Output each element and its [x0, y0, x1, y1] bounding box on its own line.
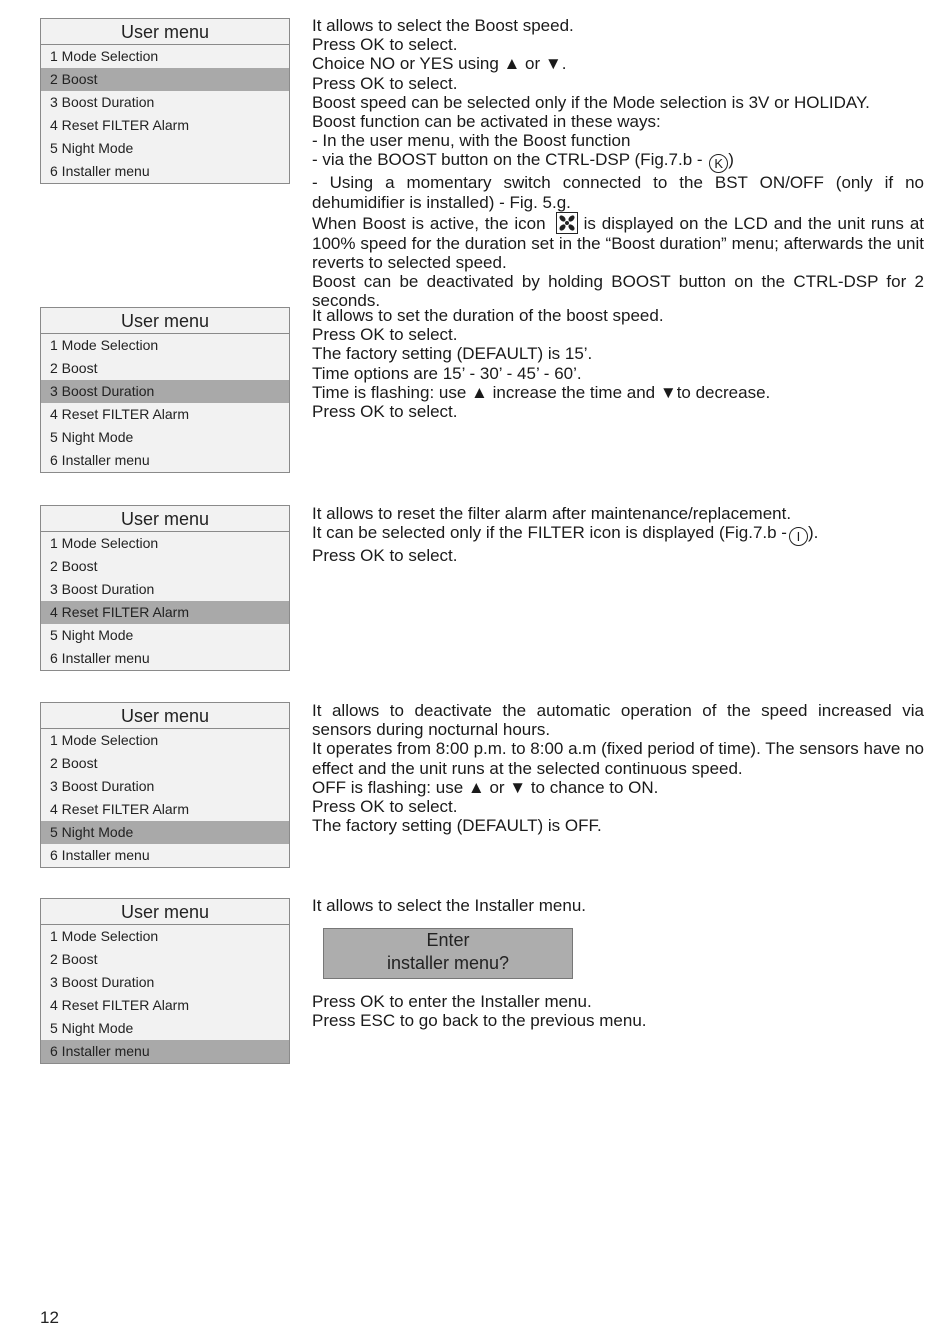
menu-item-reset-filter-alarm[interactable]: 4 Reset FILTER Alarm — [50, 117, 190, 133]
circle-i-icon: I — [789, 527, 808, 546]
boost-text-3 — [312, 54, 924, 73]
boost-text-4: Press OK to select. — [312, 73, 458, 93]
boost-text-1: It allows to select the Boost speed. — [312, 16, 574, 35]
boost-description — [312, 16, 924, 311]
dialog-line-1: Enter — [426, 930, 470, 950]
user-menu-reset-filter — [40, 505, 290, 671]
duration-text-5 — [312, 383, 924, 402]
duration-description — [312, 306, 924, 421]
boost-text-10a: When Boost is active, the icon — [312, 213, 546, 233]
menu-item-boost[interactable]: 2 Boost — [50, 951, 98, 967]
menu-title: User menu — [41, 19, 289, 45]
boost-text-8b: ) — [728, 150, 734, 170]
boost-text-10 — [312, 212, 924, 272]
menu-item-boost-duration[interactable]: 3 Boost Duration — [50, 974, 155, 990]
night-text-5: The factory setting (DEFAULT) is OFF. — [312, 816, 602, 836]
duration-text-5b: increase the time and — [487, 382, 660, 402]
boost-text-7: - In the user menu, with the Boost function — [312, 131, 631, 151]
menu-item-installer-menu[interactable]: 6 Installer menu — [50, 163, 150, 179]
boost-text-2: Press OK to select. — [312, 35, 458, 55]
menu-item-reset-filter-alarm[interactable]: 4 Reset FILTER Alarm — [50, 997, 190, 1013]
filter-text-1: It allows to reset the filter alarm after maintenance/replacement. — [312, 504, 792, 523]
menu-item-installer-menu[interactable]: 6 Installer menu — [50, 847, 150, 863]
up-arrow-icon: ▲ — [467, 777, 485, 797]
boost-text-9: - Using a momentary switch connected to the BST ON/OFF (only if no dehumidifier is installed) - Fig. 5.g. — [312, 173, 924, 212]
up-arrow-icon: ▲ — [471, 382, 488, 402]
boost-text-3c: . — [561, 54, 567, 74]
user-menu-boost — [40, 18, 290, 184]
dialog-line-2: installer menu? — [386, 953, 510, 973]
page-number: 12 — [40, 1308, 59, 1327]
duration-text-2: Press OK to select. — [312, 325, 458, 345]
menu-item-boost[interactable]: 2 Boost — [50, 558, 98, 574]
menu-item-boost-duration[interactable]: 3 Boost Duration — [50, 581, 155, 597]
filter-text-3: Press OK to select. — [312, 546, 458, 566]
menu-title: User menu — [41, 703, 289, 729]
filter-text-2a: It can be selected only if the FILTER icon is displayed (Fig.7.b - — [312, 523, 787, 543]
filter-description — [312, 504, 924, 565]
installer-description — [312, 896, 924, 915]
menu-item-reset-filter-alarm[interactable]: 4 Reset FILTER Alarm — [41, 601, 289, 624]
boost-text-10b: is displayed on the LCD and the unit runs at 100% speed for the duration set in the “Boost duration” menu; afterwards the unit reverts to selected speed. — [312, 213, 924, 273]
menu-item-night-mode[interactable]: 5 Night Mode — [50, 140, 134, 156]
night-text-3b: or — [484, 777, 510, 797]
duration-text-4: Time options are 15’ - 30’ - 45’ - 60’. — [312, 363, 582, 383]
menu-item-installer-menu[interactable]: 6 Installer menu — [41, 1040, 289, 1063]
menu-item-mode-selection[interactable]: 1 Mode Selection — [50, 732, 159, 748]
boost-text-3a: Choice NO or YES using — [312, 54, 504, 74]
night-text-3c: to chance to ON. — [526, 777, 659, 797]
menu-item-night-mode[interactable]: 5 Night Mode — [50, 627, 134, 643]
menu-item-reset-filter-alarm[interactable]: 4 Reset FILTER Alarm — [50, 406, 190, 422]
filter-text-2 — [312, 523, 924, 546]
night-text-3a: OFF is flashing: use — [312, 777, 468, 797]
boost-text-5: Boost speed can be selected only if the Mode selection is 3V or HOLIDAY. — [312, 92, 870, 112]
menu-item-boost-duration[interactable]: 3 Boost Duration — [50, 94, 155, 110]
up-arrow-icon: ▲ — [503, 54, 521, 74]
enter-installer-dialog[interactable] — [323, 928, 573, 979]
menu-item-boost-duration[interactable]: 3 Boost Duration — [41, 380, 289, 403]
menu-item-mode-selection[interactable]: 1 Mode Selection — [50, 928, 159, 944]
menu-item-installer-menu[interactable]: 6 Installer menu — [50, 452, 150, 468]
down-arrow-icon: ▼ — [509, 777, 527, 797]
menu-title: User menu — [41, 308, 289, 334]
night-text-1: It allows to deactivate the automatic operation of the speed increased via sensors during nocturnal hours. — [312, 701, 924, 740]
filter-text-2b: ). — [807, 523, 819, 543]
user-menu-night-mode — [40, 702, 290, 868]
duration-text-5a: Time is flashing: use — [312, 382, 472, 402]
user-menu-installer — [40, 898, 290, 1064]
menu-title: User menu — [41, 506, 289, 532]
menu-item-mode-selection[interactable]: 1 Mode Selection — [50, 337, 159, 353]
menu-item-boost[interactable]: 2 Boost — [50, 360, 98, 376]
installer-text-3: Press ESC to go back to the previous menu. — [312, 1011, 647, 1031]
installer-text-2: Press OK to enter the Installer menu. — [312, 992, 592, 1011]
night-text-3 — [312, 778, 924, 797]
installer-text-1: It allows to select the Installer menu. — [312, 896, 587, 915]
menu-item-mode-selection[interactable]: 1 Mode Selection — [50, 535, 159, 551]
night-description — [312, 701, 924, 835]
fan-icon — [556, 212, 578, 234]
menu-title: User menu — [41, 899, 289, 925]
menu-item-reset-filter-alarm[interactable]: 4 Reset FILTER Alarm — [50, 801, 190, 817]
duration-text-1: It allows to set the duration of the boost speed. — [312, 306, 664, 325]
installer-instructions — [312, 992, 924, 1030]
night-text-4: Press OK to select. — [312, 797, 458, 817]
menu-item-night-mode[interactable]: 5 Night Mode — [50, 429, 134, 445]
duration-text-6: Press OK to select. — [312, 402, 458, 422]
menu-item-mode-selection[interactable]: 1 Mode Selection — [50, 48, 159, 64]
boost-text-8a: - via the BOOST button on the CTRL-DSP (Fig.7.b - — [312, 150, 708, 170]
duration-text-5c: to decrease. — [676, 382, 771, 402]
menu-item-night-mode[interactable]: 5 Night Mode — [50, 1020, 134, 1036]
menu-item-night-mode[interactable]: 5 Night Mode — [41, 821, 289, 844]
duration-text-3: The factory setting (DEFAULT) is 15’. — [312, 344, 593, 364]
user-menu-boost-duration — [40, 307, 290, 473]
down-arrow-icon: ▼ — [659, 382, 677, 402]
down-arrow-icon: ▼ — [544, 54, 562, 74]
menu-item-boost-duration[interactable]: 3 Boost Duration — [50, 778, 155, 794]
night-text-2: It operates from 8:00 p.m. to 8:00 a.m (fixed period of time). The sensors have no effect and the unit runs at the selected continuous speed. — [312, 739, 924, 778]
boost-text-3b: or — [520, 54, 545, 74]
boost-text-6: Boost function can be activated in these ways: — [312, 112, 661, 132]
boost-text-11: Boost can be deactivated by holding BOOST button on the CTRL-DSP for 2 seconds. — [312, 272, 924, 311]
circle-k-icon: K — [709, 154, 728, 173]
menu-item-boost[interactable]: 2 Boost — [41, 68, 289, 91]
boost-text-8 — [312, 150, 924, 173]
menu-item-installer-menu[interactable]: 6 Installer menu — [50, 650, 150, 666]
menu-item-boost[interactable]: 2 Boost — [50, 755, 98, 771]
